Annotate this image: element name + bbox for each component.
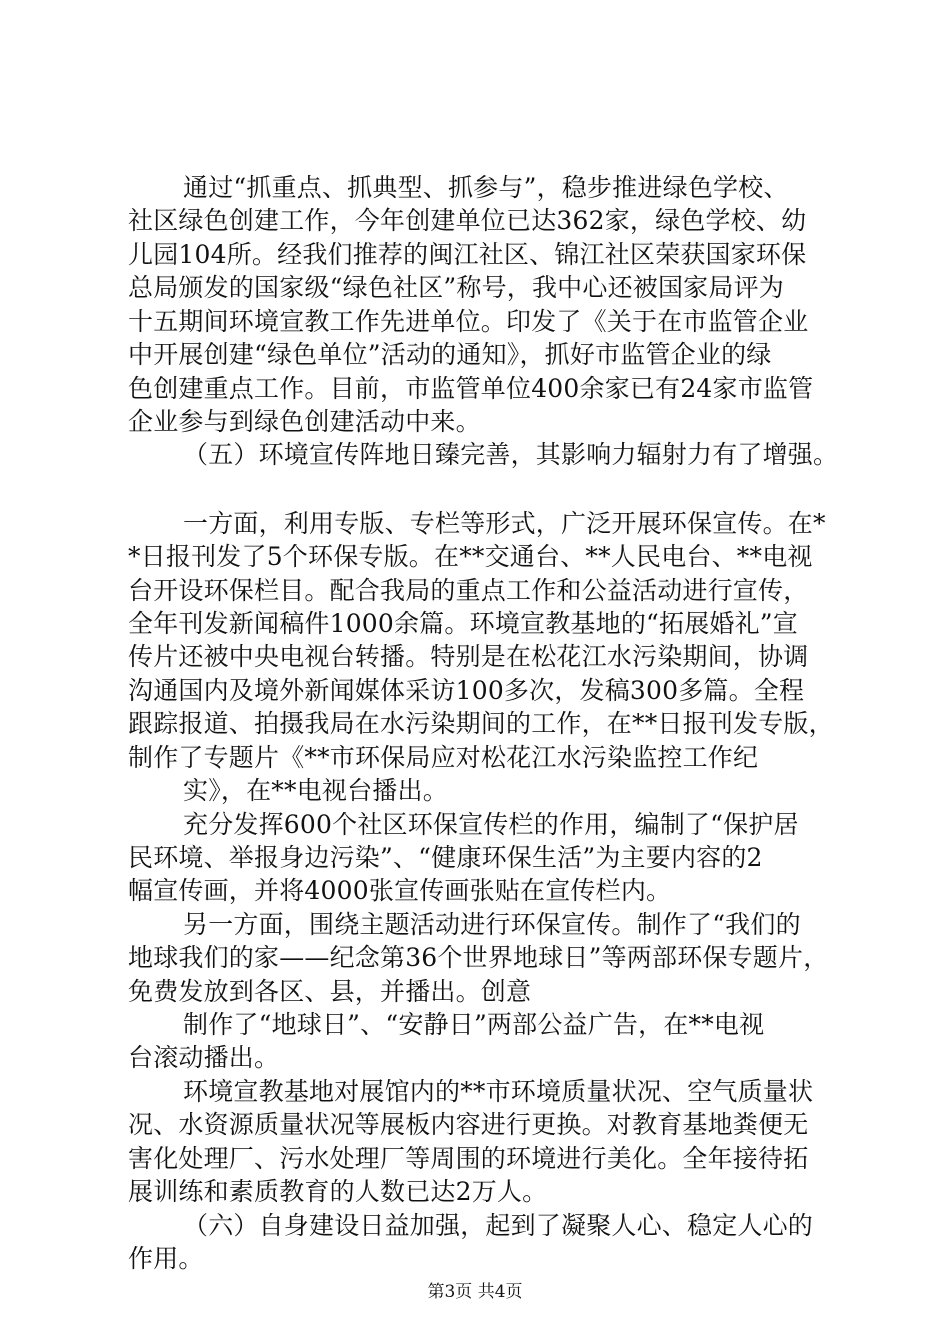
text-line: 总局颁发的国家级“绿色社区”称号，我中心还被国家局评为 xyxy=(128,273,784,302)
text-line: 传片还被中央电视台转播。特别是在松花江水污染期间，协调 xyxy=(128,642,809,671)
text-line: 另一方面，围绕主题活动进行环保宣传。制作了“我们的 xyxy=(183,910,801,939)
section-heading: （五）环境宣传阵地日臻完善，其影响力辐射力有了增强。 xyxy=(183,440,839,469)
text-line: 全年刊发新闻稿件1000余篇。环境宣教基地的“拓展婚礼”宣 xyxy=(128,609,798,638)
text-line: 台滚动播出。 xyxy=(128,1043,280,1072)
text-line: 社区绿色创建工作，今年创建单位已达362家，绿色学校、幼 xyxy=(128,206,807,235)
text-line: 沟通国内及境外新闻媒体采访100多次，发稿300多篇。全程 xyxy=(128,676,805,705)
text-line: 害化处理厂、污水处理厂等周围的环境进行美化。全年接待拓 xyxy=(128,1144,809,1173)
text-line: 地球我们的家——纪念第36个世界地球日”等两部环保专题片， xyxy=(128,943,829,972)
page-footer: 第3页 共4页 xyxy=(427,1282,523,1302)
text-line: 台开设环保栏目。配合我局的重点工作和公益活动进行宣传， xyxy=(128,576,809,605)
text-line: 实》，在**电视台播出。 xyxy=(183,776,448,805)
text-line: 企业参与到绿色创建活动中来。 xyxy=(128,407,481,436)
text-line: 免费发放到各区、县，并播出。创意 xyxy=(128,977,532,1006)
text-line: 通过“抓重点、抓典型、抓参与”，稳步推进绿色学校、 xyxy=(183,173,789,202)
text-line: 民环境、举报身边污染”、“健康环保生活”为主要内容的2 xyxy=(128,843,763,872)
text-line: 展训练和素质教育的人数已达2万人。 xyxy=(128,1177,548,1206)
text-line: 环境宣教基地对展馆内的**市环境质量状况、空气质量状 xyxy=(183,1077,814,1106)
text-line: 色创建重点工作。目前，市监管单位400余家已有24家市监管 xyxy=(128,374,814,403)
text-line: 况、水资源质量状况等展板内容进行更换。对教育基地粪便无 xyxy=(128,1110,809,1139)
text-line: 中开展创建“绿色单位”活动的通知》，抓好市监管企业的绿 xyxy=(128,340,772,369)
text-line: 儿园104所。经我们推荐的闽江社区、锦江社区荣获国家环保 xyxy=(128,240,807,269)
text-line: 一方面，利用专版、专栏等形式，广泛开展环保宣传。在* xyxy=(183,509,826,538)
text-line: 作用。 xyxy=(128,1244,204,1273)
text-line: 制作了专题片《**市环保局应对松花江水污染监控工作纪 xyxy=(128,743,759,772)
text-line: 十五期间环境宣教工作先进单位。印发了《关于在市监管企业 xyxy=(128,307,809,336)
text-line: 制作了“地球日”、“安静日”两部公益广告，在**电视 xyxy=(183,1010,765,1039)
text-line: 幅宣传画，并将4000张宣传画张贴在宣传栏内。 xyxy=(128,876,672,905)
section-heading: （六）自身建设日益加强，起到了凝聚人心、稳定人心的 xyxy=(183,1211,814,1240)
text-line: 跟踪报道、拍摄我局在水污染期间的工作，在**日报刊发专版， xyxy=(128,709,834,738)
text-line: 充分发挥600个社区环保宣传栏的作用，编制了“保护居 xyxy=(183,810,799,839)
text-line: *日报刊发了5个环保专版。在**交通台、**人民电台、**电视 xyxy=(128,542,813,571)
